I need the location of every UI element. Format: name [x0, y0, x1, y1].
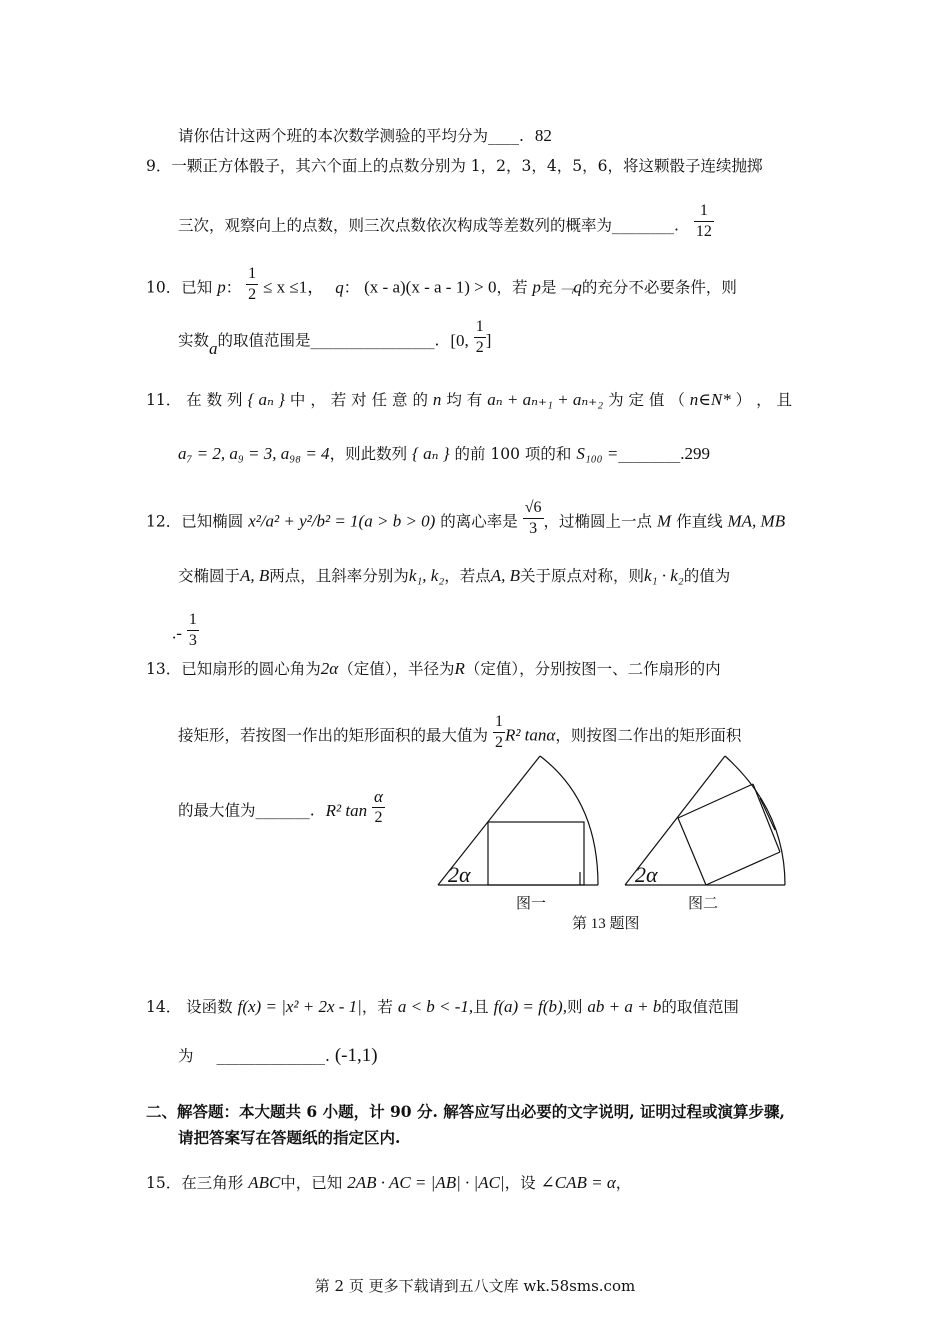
q10-text-4: 的充分不必要条件，则 [581, 278, 737, 297]
q13-answer-num: α [374, 787, 383, 806]
q11-expression: aₙ + aₙ₊₁ + aₙ₊₂ [487, 390, 604, 409]
q10-number: 10． [146, 278, 182, 297]
q11-sequence-2: { aₙ } [412, 444, 450, 463]
q11-sequence: { aₙ } [247, 390, 285, 409]
q13-text-5: ，则按图二作出的矩形面积 [555, 726, 742, 745]
q14-text-1: 设函数 [186, 998, 233, 1016]
q12-text-6: 两点，且斜率分别为 [269, 567, 409, 585]
fig2-rect-right [753, 784, 780, 852]
q14-answer: (-1,1) [334, 1045, 378, 1066]
fig2-arc [725, 756, 785, 885]
q13-figure [430, 750, 800, 940]
q10-line-2 [178, 318, 492, 358]
q10-half-num: 1 [248, 265, 257, 282]
figure-two [625, 756, 785, 887]
q10-a: a [209, 338, 218, 358]
q10-half [246, 264, 258, 305]
q10-answer-open: [0, [450, 330, 469, 350]
q12-text-8: 关于原点对称，则 [520, 567, 645, 585]
q13-answer: R² tan [325, 800, 368, 820]
q12-text-4: 作直线 [676, 512, 723, 531]
q10-p-2: p [532, 277, 541, 297]
q10-text-5: 实数 [178, 331, 210, 350]
q14-text-5: 的取值范围 [661, 998, 739, 1016]
q14-text-3: 且 [473, 998, 489, 1016]
q11-text-7: 的前 100 项的和 [454, 445, 572, 463]
q10-q: q [335, 277, 344, 297]
q11-condition: n∈N* [689, 390, 731, 409]
q15-text-2: 中，已知 [280, 1174, 343, 1192]
fig1-arc [540, 756, 598, 885]
fig2-rect-bottom [706, 852, 780, 885]
q12-ellipse-equation: x²/a² + y²/b² = 1(a > b > 0) [248, 511, 436, 531]
q11-sum: S₁₀₀ = [576, 444, 619, 463]
q13-line-1 [146, 659, 721, 679]
q9-text-2: 三次，观察向上的点数，则三次点数依次构成等差数列的概率为________. [178, 216, 679, 235]
q10-half-den: 2 [248, 286, 257, 303]
q12-text-9: 的值为 [683, 567, 731, 585]
q13-text-4: 接矩形，若按图一作出的矩形面积的最大值为 [178, 726, 489, 745]
q10-line-1 [146, 265, 737, 305]
q10-p: p [217, 277, 226, 297]
fig-caption: 第 13 题图 [572, 916, 640, 932]
q14-function: f(x) = |x² + 2x - 1| [237, 997, 362, 1016]
q12-answer-line [172, 611, 199, 651]
q15-triangle: ABC [248, 1173, 281, 1192]
q8-text: 请你估计这两个班的本次数学测验的平均分为____. [178, 127, 524, 145]
q14-text-2: ，若 [361, 998, 393, 1016]
q12-eccentricity [523, 498, 544, 539]
q12-text-5: 交椭圆于 [178, 567, 241, 585]
fig1-label: 图一 [516, 896, 547, 912]
section-two-line-2: 请把答案写在答题纸的指定区内. [178, 1128, 401, 1147]
q9-answer-denominator: 12 [695, 223, 712, 240]
fig1-rectangle [488, 822, 584, 885]
q14-condition: a < b < -1, [397, 997, 474, 1016]
q12-line-1 [146, 499, 786, 539]
q12-slopes: k₁, k₂ [408, 566, 445, 585]
q14-equation: f(a) = f(b), [493, 997, 567, 1016]
fig2-angle-label: 2α [635, 862, 658, 887]
q12-text-3: ，过椭圆上一点 [543, 512, 653, 531]
q10-answer-fraction [474, 317, 486, 358]
q11-line-2 [178, 444, 710, 464]
q10-text-3: 是 [540, 278, 557, 297]
q13-r: R [454, 659, 465, 678]
q9-number: 9． [146, 157, 172, 175]
q8-answer: 82 [534, 126, 552, 145]
section-two-line-1: 二、解答题：本大题共 6 小题，计 90 分. 解答应写出必要的文字说明, 证明过程或演算步骤, [146, 1102, 785, 1121]
q11-text-2: 中 ， 若 对 任 意 的 [289, 391, 428, 409]
q13-text-1: 已知扇形的圆心角为 [181, 660, 321, 678]
q11-blank: ________ [618, 445, 681, 463]
q12-answer-den: 3 [188, 632, 197, 649]
q12-text-1: 已知椭圆 [181, 512, 244, 531]
q11-line-1 [146, 390, 792, 410]
page-footer: 第 2 页 更多下载请到五八文库 wk.58sms.com [314, 1277, 636, 1295]
q15-text-1: 在三角形 [181, 1174, 244, 1192]
fig2-rect-left [678, 818, 706, 885]
q10-colon-1: ： [225, 278, 242, 297]
q13-text-3: （定值），分别按图一、二作扇形的内 [464, 660, 721, 678]
q12-answer-sign: .- [172, 623, 182, 643]
q15-text-4: ， [615, 1174, 632, 1192]
q12-product: k₁ · k₂ [644, 566, 684, 585]
q12-answer-fraction [187, 610, 199, 651]
q13-angle: 2α [320, 659, 339, 678]
q12-ab: A, B [240, 566, 270, 585]
q10-colon-2: ： [343, 278, 360, 297]
q12-number: 12． [146, 512, 182, 531]
fig2-inner-line [760, 798, 775, 830]
q12-line-2 [178, 566, 730, 586]
q14-expression: ab + a + b [587, 997, 662, 1016]
q13-max1-den: 2 [494, 734, 503, 751]
q12-m: M [656, 511, 672, 531]
q10-inequality: ≤ x ≤1， [263, 277, 325, 297]
q15-angle: ∠CAB = α [540, 1173, 616, 1192]
q13-line-2 [178, 713, 742, 753]
q13-text-2: （定值），半径为 [338, 660, 455, 678]
figure-one [438, 756, 598, 887]
q14-line-2 [178, 1046, 378, 1066]
q11-text-1: 在 数 列 [186, 391, 243, 409]
q12-lines: MA, MB [727, 511, 786, 531]
q10-not-q: ﹁q [556, 277, 582, 297]
q11-number: 11． [146, 391, 182, 409]
q14-number: 14． [146, 998, 182, 1016]
q14-text-6: 为 [178, 1047, 194, 1065]
q12-answer-num: 1 [188, 611, 197, 628]
q13-max1-tail: R² tanα [504, 725, 556, 745]
q10-answer-den: 2 [475, 339, 484, 356]
fig1-angle-label: 2α [448, 862, 471, 887]
q11-answer: .299 [680, 444, 711, 463]
q9-answer-fraction [694, 201, 714, 242]
q9-answer-numerator: 1 [699, 202, 708, 219]
q12-text-2: 的离心率是 [440, 512, 518, 531]
q9-line-1 [146, 156, 762, 176]
q13-answer-fraction [372, 787, 385, 828]
fig2-rect-top [678, 784, 753, 818]
q10-answer-close: ] [485, 330, 492, 350]
q13-number: 13． [146, 660, 182, 678]
q11-text-6: ，则此数列 [329, 445, 408, 463]
q10-text-2: ，若 [496, 278, 528, 297]
q12-text-7: ，若点 [444, 567, 491, 585]
q11-n: n [432, 390, 442, 409]
q15-line-1 [146, 1173, 631, 1193]
q10-text-1: 已知 [181, 278, 213, 297]
q11-text-4: 为 定 值 （ [608, 391, 685, 409]
q13-text-6: 的最大值为_______. [178, 801, 315, 820]
fig2-label: 图二 [688, 896, 719, 912]
q8-line [178, 126, 552, 146]
q13-line-3 [178, 787, 385, 828]
q15-number: 15． [146, 1174, 182, 1192]
q10-text-6: 的取值范围是________________. [217, 331, 440, 350]
q12-ecc-num: √6 [524, 499, 542, 516]
q10-expression: (x - a)(x - a - 1) > 0 [364, 277, 497, 297]
q11-given: a₇ = 2, a₉ = 3, a₉₈ = 4 [178, 444, 330, 463]
q14-blank: ______________. [216, 1047, 330, 1065]
q14-line-1 [146, 997, 739, 1017]
q15-equation: 2AB · AC = |AB| · |AC| [347, 1173, 505, 1192]
q12-ab-2: A, B [490, 566, 521, 585]
q15-text-3: ，设 [504, 1174, 536, 1192]
q13-max1-num: 1 [494, 713, 503, 730]
q11-text-5: ） ， 且 [735, 391, 793, 409]
q10-answer-num: 1 [475, 318, 484, 335]
q9-text-1: 一颗正方体骰子，其六个面上的点数分别为 1，2，3，4，5，6，将这颗骰子连续抛掷 [171, 157, 763, 175]
q14-text-4: 则 [566, 998, 583, 1016]
q12-ecc-den: 3 [523, 518, 544, 539]
q13-answer-den: 2 [372, 807, 385, 828]
q11-text-3: 均 有 [446, 391, 483, 409]
q9-line-2 [178, 202, 714, 242]
q13-max1-fraction [493, 712, 505, 753]
